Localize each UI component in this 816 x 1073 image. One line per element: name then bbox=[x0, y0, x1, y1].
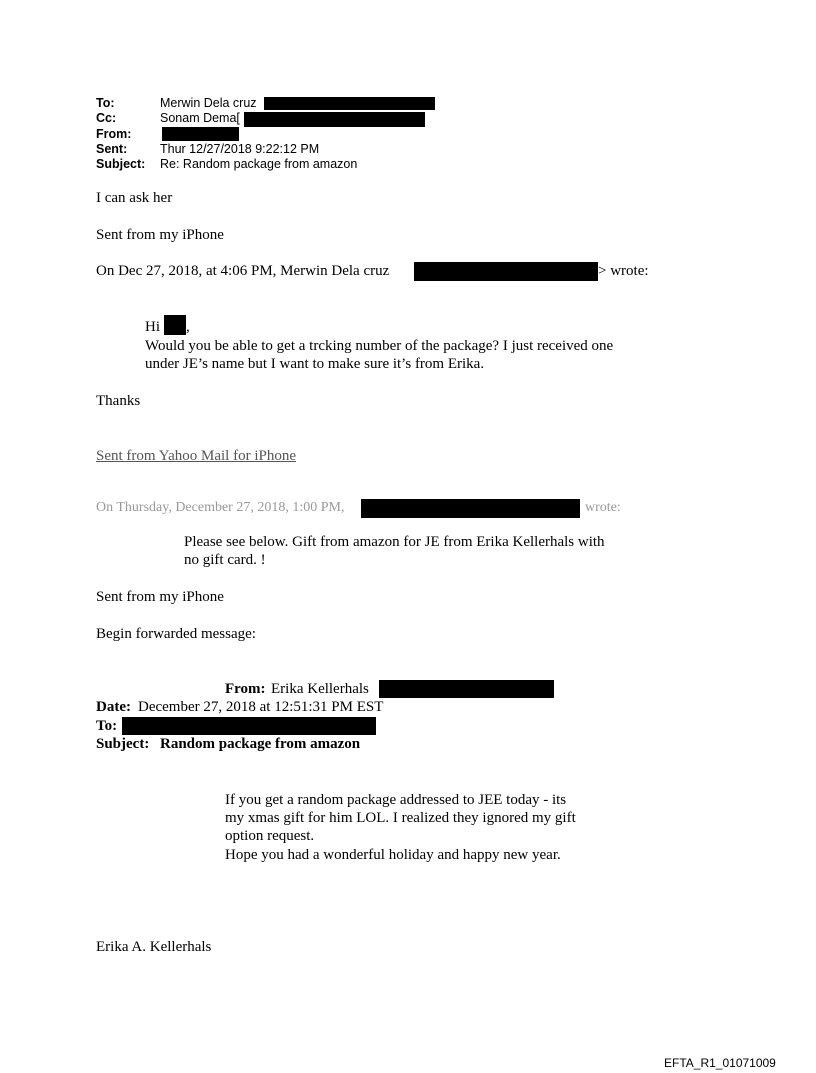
cc-label: Cc: bbox=[96, 111, 117, 125]
fwd-msg-line3: option request. bbox=[225, 828, 315, 844]
quote1-intro: On Dec 27, 2018, at 4:06 PM, Merwin Dela cruz bbox=[96, 263, 390, 279]
redaction-greeting-name bbox=[164, 315, 186, 335]
reply-text: I can ask her bbox=[96, 190, 173, 206]
fwd-from-value: Erika Kellerhals bbox=[271, 681, 369, 697]
redaction-to-email bbox=[264, 97, 435, 110]
sent-value: Thur 12/27/2018 9:22:12 PM bbox=[160, 142, 320, 156]
fwd-to-label: To: bbox=[96, 718, 118, 734]
thanks-text: Thanks bbox=[96, 393, 141, 409]
fwd-date-value: December 27, 2018 at 12:51:31 PM EST bbox=[138, 699, 384, 715]
signature: Erika A. Kellerhals bbox=[96, 939, 212, 955]
fwd-date-label: Date: bbox=[96, 699, 131, 715]
to-label: To: bbox=[96, 96, 115, 110]
quote2-intro-end: wrote: bbox=[585, 500, 621, 515]
quote1-line2: under JE’s name but I want to make sure it’s from Erika. bbox=[145, 356, 485, 372]
subject-value: Re: Random package from amazon bbox=[160, 157, 358, 171]
document-id: EFTA_R1_01071009 bbox=[664, 1056, 776, 1070]
sent-from-iphone-2: Sent from my iPhone bbox=[96, 589, 224, 605]
fwd-msg-line4: Hope you had a wonderful holiday and happy new year. bbox=[225, 847, 561, 863]
begin-forwarded: Begin forwarded message: bbox=[96, 626, 256, 642]
fwd-msg-line1: If you get a random package addressed to JEE today - its bbox=[225, 792, 567, 808]
fwd-from-label: From: bbox=[225, 681, 266, 697]
quote2-intro: On Thursday, December 27, 2018, 1:00 PM, bbox=[96, 500, 345, 515]
sent-from-iphone: Sent from my iPhone bbox=[96, 227, 224, 243]
redaction-from bbox=[162, 127, 239, 141]
subject-label: Subject: bbox=[96, 157, 146, 171]
redaction-fwd-from-email bbox=[379, 680, 554, 698]
quote1-intro-end: > wrote: bbox=[598, 263, 649, 279]
fwd-subject-label: Subject: bbox=[96, 736, 150, 752]
fwd-msg-line2: my xmas gift for him LOL. I realized they ignored my gift bbox=[225, 810, 576, 826]
from-label: From: bbox=[96, 127, 132, 141]
sent-label: Sent: bbox=[96, 142, 128, 156]
redaction-quote1-email bbox=[414, 262, 598, 281]
redaction-cc-email bbox=[244, 112, 425, 127]
yahoo-mail-link[interactable]: Sent from Yahoo Mail for iPhone bbox=[96, 448, 296, 464]
quote1-comma: , bbox=[186, 319, 190, 335]
redaction-fwd-to bbox=[122, 717, 376, 735]
cc-value: Sonam Dema[ bbox=[160, 111, 240, 125]
quote1-line1: Would you be able to get a trcking number of the package? I just received one bbox=[145, 338, 614, 354]
redaction-quote2-email bbox=[361, 499, 580, 518]
quote1-greeting: Hi bbox=[145, 319, 160, 335]
to-value: Merwin Dela cruz bbox=[160, 96, 257, 110]
fwd-subject-value: Random package from amazon bbox=[160, 736, 361, 752]
quote2-line1: Please see below. Gift from amazon for JE from Erika Kellerhals with bbox=[184, 534, 605, 550]
quote2-line2: no gift card. ! bbox=[184, 552, 266, 568]
